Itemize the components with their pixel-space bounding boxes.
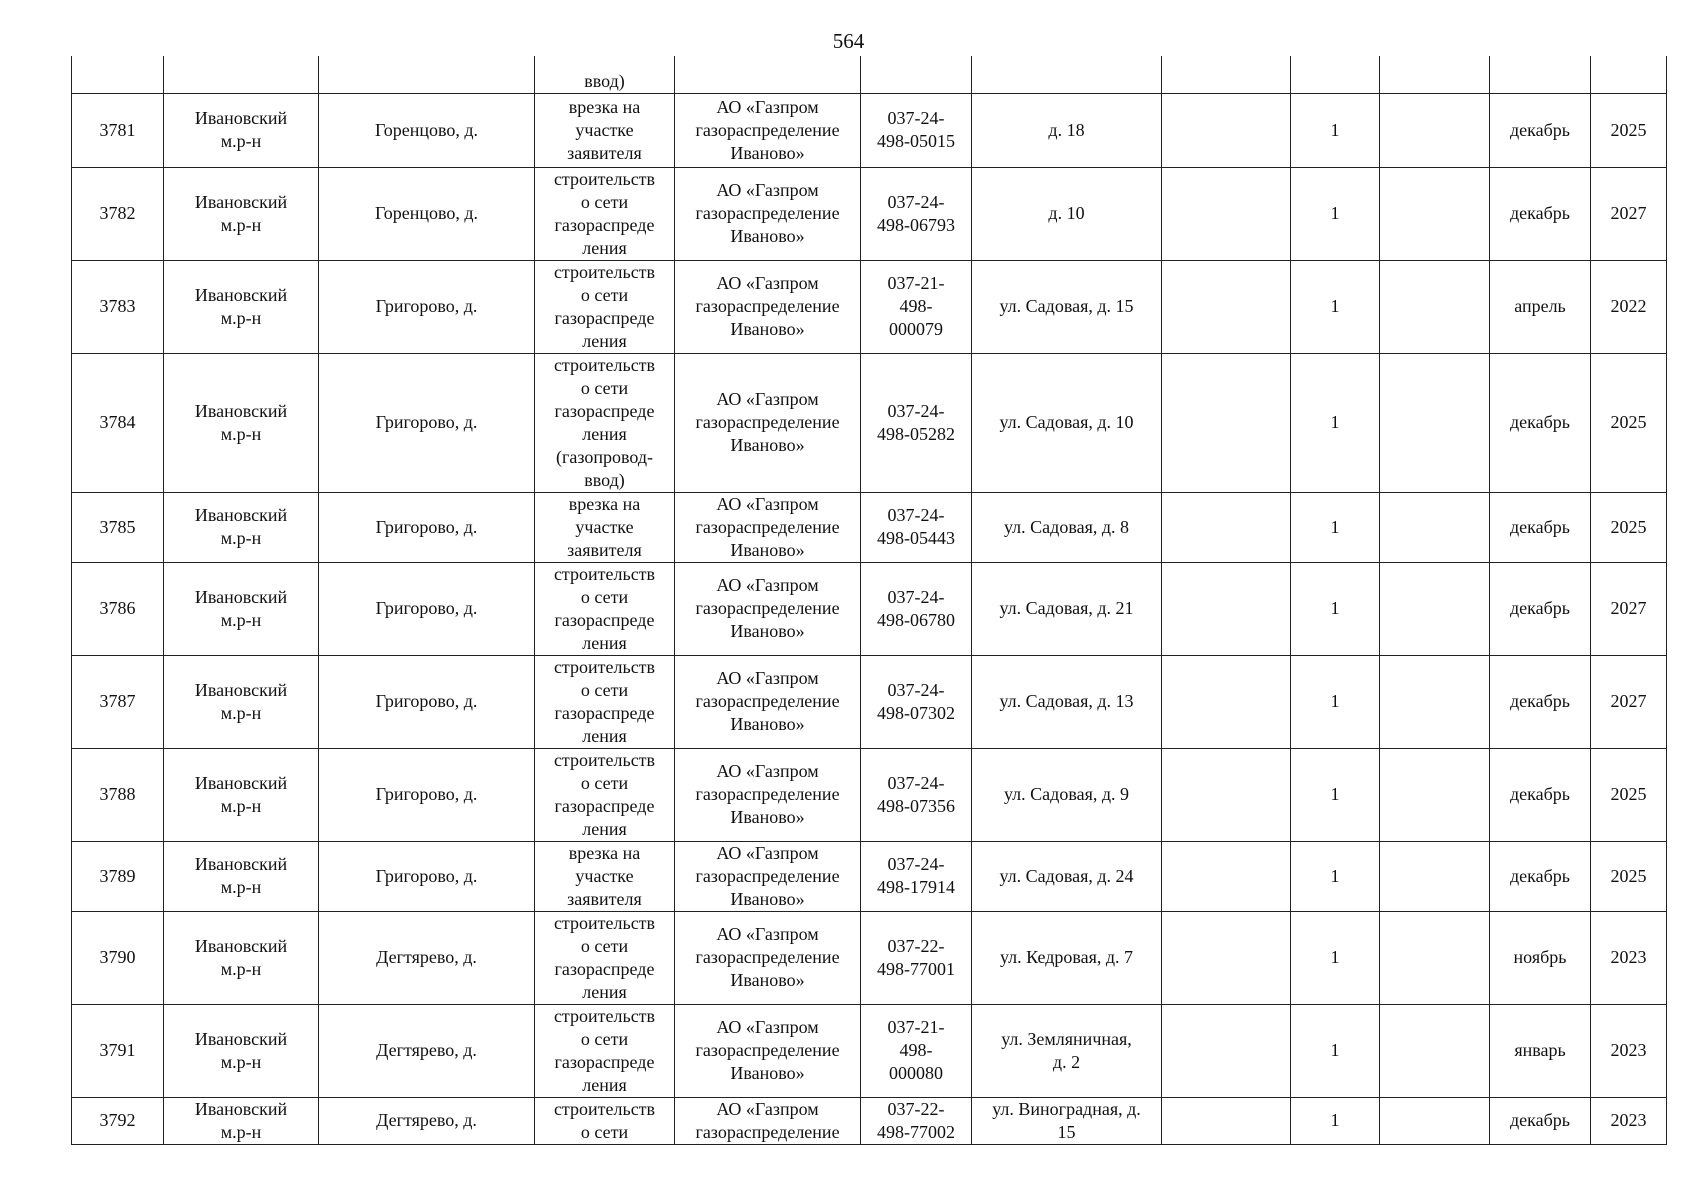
gas-connection-register-table (71, 56, 1667, 1145)
cell-text: 037-24- 498-05015 (877, 108, 955, 151)
cell-text: Григорово, д. (375, 598, 478, 618)
cell-text: АО «Газпром газораспределение Иваново» (695, 180, 840, 246)
district-cell (164, 1097, 319, 1144)
extra-cell-10 (1380, 748, 1490, 841)
year-cell (1591, 167, 1667, 260)
request-code-cell (861, 260, 972, 353)
cell-text: ноябрь (1513, 947, 1567, 967)
cell-text: 1 (1330, 516, 1340, 537)
address-cell (972, 911, 1162, 1004)
address-cell (972, 1097, 1162, 1144)
extra-cell-10 (1380, 260, 1490, 353)
cell-text: 2025 (1610, 119, 1647, 140)
district-cell (164, 1004, 319, 1097)
cell-text: строительств о сети газораспреде ления (553, 1005, 656, 1095)
work-type-cell (535, 911, 675, 1004)
address-cell (972, 841, 1162, 911)
cell-text: Горенцово, д. (374, 203, 479, 223)
month-cell (1490, 748, 1591, 841)
extra-cell-8 (1162, 353, 1291, 492)
extra-cell-8 (1162, 167, 1291, 260)
cell-text: строительств о сети газораспреде ления (553, 261, 656, 351)
locality-cell (319, 748, 535, 841)
work-type-cell (535, 562, 675, 655)
cell-text: АО «Газпром газораспределение Иваново» (695, 493, 840, 560)
work-type-cell (535, 353, 675, 492)
request-code-cell (861, 56, 972, 93)
table-row (72, 1097, 1667, 1144)
cell-text: 2025 (1610, 865, 1647, 886)
address-cell (972, 260, 1162, 353)
cell-text: 1 (1330, 412, 1340, 432)
request-code-cell (861, 1097, 972, 1144)
locality-cell (319, 1004, 535, 1097)
month-cell (1490, 841, 1591, 911)
cell-text: Ивановский м.р-н (194, 1028, 288, 1072)
count-cell (1291, 260, 1380, 353)
cell-text: 3781 (99, 119, 136, 140)
district-cell (164, 492, 319, 562)
address-cell (972, 655, 1162, 748)
cell-text: декабрь (1510, 865, 1570, 886)
month-cell (1490, 562, 1591, 655)
cell-text: 3789 (99, 865, 136, 886)
cell-text: Григорово, д. (375, 865, 478, 886)
year-cell (1591, 260, 1667, 353)
row-number-cell (72, 56, 164, 93)
row-number-cell (72, 353, 164, 492)
continuation-row (72, 56, 1667, 93)
month-cell (1490, 167, 1591, 260)
count-cell (1291, 841, 1380, 911)
cell-text: ул. Садовая, д. 8 (1003, 516, 1130, 537)
extra-cell-8 (1162, 655, 1291, 748)
organization-cell (675, 492, 861, 562)
cell-text: 2027 (1610, 203, 1647, 223)
extra-cell-10 (1380, 1004, 1490, 1097)
cell-text: 2027 (1610, 598, 1647, 618)
district-cell (164, 353, 319, 492)
table-row (72, 1004, 1667, 1097)
address-cell (972, 93, 1162, 167)
month-cell (1490, 492, 1591, 562)
cell-text: 3790 (99, 947, 136, 967)
cell-text: 037-22- 498-77002 (877, 1098, 955, 1142)
cell-text: врезка на участке заявителя (567, 842, 642, 909)
district-cell (164, 56, 319, 93)
cell-text: 3782 (99, 203, 136, 223)
extra-cell-8 (1162, 260, 1291, 353)
locality-cell (319, 562, 535, 655)
request-code-cell (861, 353, 972, 492)
cell-text: 3783 (99, 296, 136, 316)
cell-text: 3792 (99, 1110, 136, 1130)
count-cell (1291, 911, 1380, 1004)
cell-text: ул. Кедровая, д. 7 (999, 947, 1134, 967)
work-type-cell (535, 93, 675, 167)
locality-cell (319, 167, 535, 260)
cell-text: 1 (1330, 947, 1340, 967)
district-cell (164, 911, 319, 1004)
organization-cell (675, 655, 861, 748)
locality-cell (319, 1097, 535, 1144)
cell-text: ул. Виноградная, д. 15 (992, 1098, 1141, 1142)
cell-text: 1 (1330, 296, 1340, 316)
locality-cell (319, 353, 535, 492)
extra-cell-10 (1380, 93, 1490, 167)
month-cell (1490, 56, 1591, 93)
extra-cell-10 (1380, 911, 1490, 1004)
cell-text: 2023 (1610, 947, 1647, 967)
cell-text: д. 18 (1048, 119, 1085, 140)
cell-text: строительств о сети (553, 1098, 656, 1142)
cell-text: апрель (1514, 296, 1566, 316)
cell-text: АО «Газпром газораспределение Иваново» (695, 96, 840, 163)
count-cell (1291, 748, 1380, 841)
year-cell (1591, 56, 1667, 93)
count-cell (1291, 1097, 1380, 1144)
cell-text: Ивановский м.р-н (194, 284, 288, 328)
locality-cell (319, 655, 535, 748)
table-body (72, 56, 1667, 1144)
address-cell (972, 56, 1162, 93)
cell-text: АО «Газпром газораспределение Иваново» (695, 668, 840, 734)
year-cell (1591, 93, 1667, 167)
cell-text: врезка на участке заявителя (567, 493, 642, 560)
extra-cell-10 (1380, 56, 1490, 93)
cell-text: 2022 (1610, 296, 1647, 316)
organization-cell (675, 353, 861, 492)
year-cell (1591, 655, 1667, 748)
address-cell (972, 1004, 1162, 1097)
cell-text: 1 (1330, 119, 1340, 140)
month-cell (1490, 260, 1591, 353)
table-row (72, 655, 1667, 748)
cell-text: ул. Садовая, д. 9 (1003, 784, 1130, 804)
cell-text: Горенцово, д. (374, 119, 479, 140)
cell-text: Григорово, д. (375, 296, 478, 316)
organization-cell (675, 167, 861, 260)
cell-text: 3787 (99, 691, 136, 711)
organization-cell (675, 1004, 861, 1097)
address-cell (972, 492, 1162, 562)
extra-cell-10 (1380, 167, 1490, 260)
district-cell (164, 167, 319, 260)
work-type-cell (535, 655, 675, 748)
request-code-cell (861, 167, 972, 260)
cell-text: 2023 (1610, 1040, 1647, 1060)
cell-text: Ивановский м.р-н (194, 400, 288, 444)
cell-text: 3791 (99, 1040, 136, 1060)
cell-text: Дегтярево, д. (376, 1110, 477, 1130)
month-cell (1490, 1004, 1591, 1097)
cell-text: 037-22- 498-77001 (877, 935, 955, 979)
organization-cell (675, 93, 861, 167)
organization-cell (675, 56, 861, 93)
cell-text: декабрь (1510, 203, 1570, 223)
table-row (72, 492, 1667, 562)
cell-text: 1 (1330, 1040, 1340, 1060)
row-number-cell (72, 655, 164, 748)
work-type-cell (535, 167, 675, 260)
cell-text: декабрь (1510, 598, 1570, 618)
extra-cell-10 (1380, 655, 1490, 748)
year-cell (1591, 841, 1667, 911)
cell-text: АО «Газпром газораспределение Иваново» (695, 924, 840, 990)
address-cell (972, 562, 1162, 655)
year-cell (1591, 748, 1667, 841)
month-cell (1490, 655, 1591, 748)
cell-text: Григорово, д. (375, 784, 478, 804)
request-code-cell (861, 911, 972, 1004)
month-cell (1490, 911, 1591, 1004)
request-code-cell (861, 1004, 972, 1097)
cell-text: 037-24- 498-05282 (877, 400, 955, 444)
extra-cell-8 (1162, 562, 1291, 655)
organization-cell (675, 841, 861, 911)
row-number-cell (72, 93, 164, 167)
table-row (72, 748, 1667, 841)
cell-text: Ивановский м.р-н (194, 586, 288, 630)
cell-text: 2025 (1610, 516, 1647, 537)
address-cell (972, 748, 1162, 841)
extra-cell-8 (1162, 1097, 1291, 1144)
cell-text: Ивановский м.р-н (194, 679, 288, 723)
extra-cell-8 (1162, 911, 1291, 1004)
count-cell (1291, 492, 1380, 562)
row-number-cell (72, 1004, 164, 1097)
extra-cell-10 (1380, 1097, 1490, 1144)
cell-text: Ивановский м.р-н (194, 1098, 288, 1142)
row-number-cell (72, 562, 164, 655)
cell-text: январь (1514, 1040, 1566, 1060)
cell-text: строительств о сети газораспреде ления (553, 168, 656, 258)
cell-text: 037-21- 498- 000080 (887, 1017, 945, 1083)
request-code-cell (861, 748, 972, 841)
locality-cell (319, 260, 535, 353)
district-cell (164, 655, 319, 748)
cell-text: 2025 (1610, 784, 1647, 804)
table-row (72, 93, 1667, 167)
cell-text: Григорово, д. (375, 412, 478, 432)
row-number-cell (72, 492, 164, 562)
row-number-cell (72, 1097, 164, 1144)
cell-text: ул. Садовая, д. 21 (999, 598, 1134, 618)
extra-cell-8 (1162, 1004, 1291, 1097)
district-cell (164, 841, 319, 911)
extra-cell-8 (1162, 492, 1291, 562)
cell-text: АО «Газпром газораспределение Иваново» (695, 842, 840, 909)
cell-text: 3785 (99, 516, 136, 537)
month-cell (1490, 1097, 1591, 1144)
cell-text: 3786 (99, 598, 136, 618)
cell-text: ул. Садовая, д. 10 (999, 412, 1134, 432)
cell-text: 3784 (99, 412, 136, 432)
count-cell (1291, 562, 1380, 655)
table-row (72, 167, 1667, 260)
cell-text: Дегтярево, д. (376, 1040, 477, 1060)
extra-cell-10 (1380, 841, 1490, 911)
extra-cell-10 (1380, 353, 1490, 492)
row-number-cell (72, 260, 164, 353)
table-row (72, 260, 1667, 353)
cell-text: 037-24- 498-06793 (877, 191, 955, 235)
locality-cell (319, 841, 535, 911)
cell-text: Ивановский м.р-н (194, 772, 288, 816)
cell-text: ввод) (584, 70, 625, 91)
cell-text: 037-24- 498-05443 (877, 505, 955, 548)
month-cell (1490, 93, 1591, 167)
year-cell (1591, 1097, 1667, 1144)
cell-text: 2023 (1610, 1110, 1647, 1130)
table-row (72, 841, 1667, 911)
cell-text: АО «Газпром газораспределение Иваново» (695, 1017, 840, 1083)
cell-text: 037-21- 498- 000079 (887, 273, 945, 339)
request-code-cell (861, 93, 972, 167)
count-cell (1291, 167, 1380, 260)
cell-text: 037-24- 498-06780 (877, 586, 955, 630)
cell-text: 2027 (1610, 691, 1647, 711)
extra-cell-10 (1380, 492, 1490, 562)
cell-text: Дегтярево, д. (376, 947, 477, 967)
organization-cell (675, 562, 861, 655)
work-type-cell (535, 748, 675, 841)
address-cell (972, 167, 1162, 260)
cell-text: Ивановский м.р-н (194, 854, 288, 897)
row-number-cell (72, 748, 164, 841)
month-cell (1490, 353, 1591, 492)
organization-cell (675, 748, 861, 841)
year-cell (1591, 353, 1667, 492)
work-type-cell (535, 56, 675, 93)
cell-text: врезка на участке заявителя (567, 96, 642, 163)
work-type-cell (535, 1004, 675, 1097)
extra-cell-8 (1162, 93, 1291, 167)
cell-text: Ивановский м.р-н (194, 108, 288, 151)
work-type-cell (535, 492, 675, 562)
request-code-cell (861, 492, 972, 562)
district-cell (164, 748, 319, 841)
page-number: 564 (832, 29, 865, 53)
cell-text: д. 10 (1048, 203, 1085, 223)
organization-cell (675, 911, 861, 1004)
organization-cell (675, 260, 861, 353)
cell-text: ул. Земляничная, д. 2 (1001, 1028, 1132, 1072)
count-cell (1291, 56, 1380, 93)
row-number-cell (72, 167, 164, 260)
cell-text: 1 (1330, 784, 1340, 804)
cell-text: строительств о сети газораспреде ления (553, 749, 656, 839)
extra-cell-8 (1162, 56, 1291, 93)
cell-text: декабрь (1510, 1110, 1570, 1130)
locality-cell (319, 911, 535, 1004)
work-type-cell (535, 1097, 675, 1144)
table-row (72, 911, 1667, 1004)
cell-text: строительств о сети газораспреде ления (553, 656, 656, 746)
cell-text: ул. Садовая, д. 13 (999, 691, 1134, 711)
cell-text: 1 (1330, 203, 1340, 223)
cell-text: декабрь (1510, 784, 1570, 804)
cell-text: ул. Садовая, д. 15 (999, 296, 1134, 316)
count-cell (1291, 93, 1380, 167)
cell-text: АО «Газпром газораспределение (695, 1098, 840, 1142)
cell-text: 3788 (99, 784, 136, 804)
year-cell (1591, 492, 1667, 562)
extra-cell-10 (1380, 562, 1490, 655)
count-cell (1291, 353, 1380, 492)
locality-cell (319, 492, 535, 562)
cell-text: ул. Садовая, д. 24 (999, 865, 1134, 886)
row-number-cell (72, 841, 164, 911)
address-cell (972, 353, 1162, 492)
table-row (72, 353, 1667, 492)
count-cell (1291, 655, 1380, 748)
cell-text: АО «Газпром газораспределение Иваново» (695, 761, 840, 827)
extra-cell-8 (1162, 748, 1291, 841)
table-row (72, 562, 1667, 655)
organization-cell (675, 1097, 861, 1144)
cell-text: декабрь (1510, 691, 1570, 711)
district-cell (164, 93, 319, 167)
cell-text: 2025 (1610, 412, 1647, 432)
cell-text: 1 (1330, 691, 1340, 711)
cell-text: АО «Газпром газораспределение Иваново» (695, 575, 840, 641)
cell-text: 1 (1330, 865, 1340, 886)
year-cell (1591, 1004, 1667, 1097)
cell-text: 1 (1330, 598, 1340, 618)
cell-text: строительств о сети газораспреде ления (553, 912, 656, 1002)
cell-text: декабрь (1510, 119, 1570, 140)
cell-text: строительств о сети газораспреде ления (553, 563, 656, 653)
cell-text: АО «Газпром газораспределение Иваново» (695, 389, 840, 455)
work-type-cell (535, 841, 675, 911)
request-code-cell (861, 562, 972, 655)
locality-cell (319, 93, 535, 167)
cell-text: 037-24- 498-07302 (877, 679, 955, 723)
work-type-cell (535, 260, 675, 353)
request-code-cell (861, 655, 972, 748)
district-cell (164, 562, 319, 655)
cell-text: Ивановский м.р-н (194, 505, 288, 548)
row-number-cell (72, 911, 164, 1004)
year-cell (1591, 911, 1667, 1004)
cell-text: АО «Газпром газораспределение Иваново» (695, 273, 840, 339)
cell-text: Ивановский м.р-н (194, 935, 288, 979)
year-cell (1591, 562, 1667, 655)
cell-text: Ивановский м.р-н (194, 191, 288, 235)
locality-cell (319, 56, 535, 93)
cell-text: Григорово, д. (375, 691, 478, 711)
cell-text: Григорово, д. (375, 516, 478, 537)
extra-cell-8 (1162, 841, 1291, 911)
cell-text: 1 (1330, 1110, 1340, 1130)
cell-text: 037-24- 498-17914 (877, 854, 955, 897)
cell-text: строительств о сети газораспреде ления (газопровод- ввод) (553, 354, 656, 490)
count-cell (1291, 1004, 1380, 1097)
district-cell (164, 260, 319, 353)
request-code-cell (861, 841, 972, 911)
cell-text: декабрь (1510, 516, 1570, 537)
cell-text: декабрь (1510, 412, 1570, 432)
cell-text: 037-24- 498-07356 (877, 772, 955, 816)
